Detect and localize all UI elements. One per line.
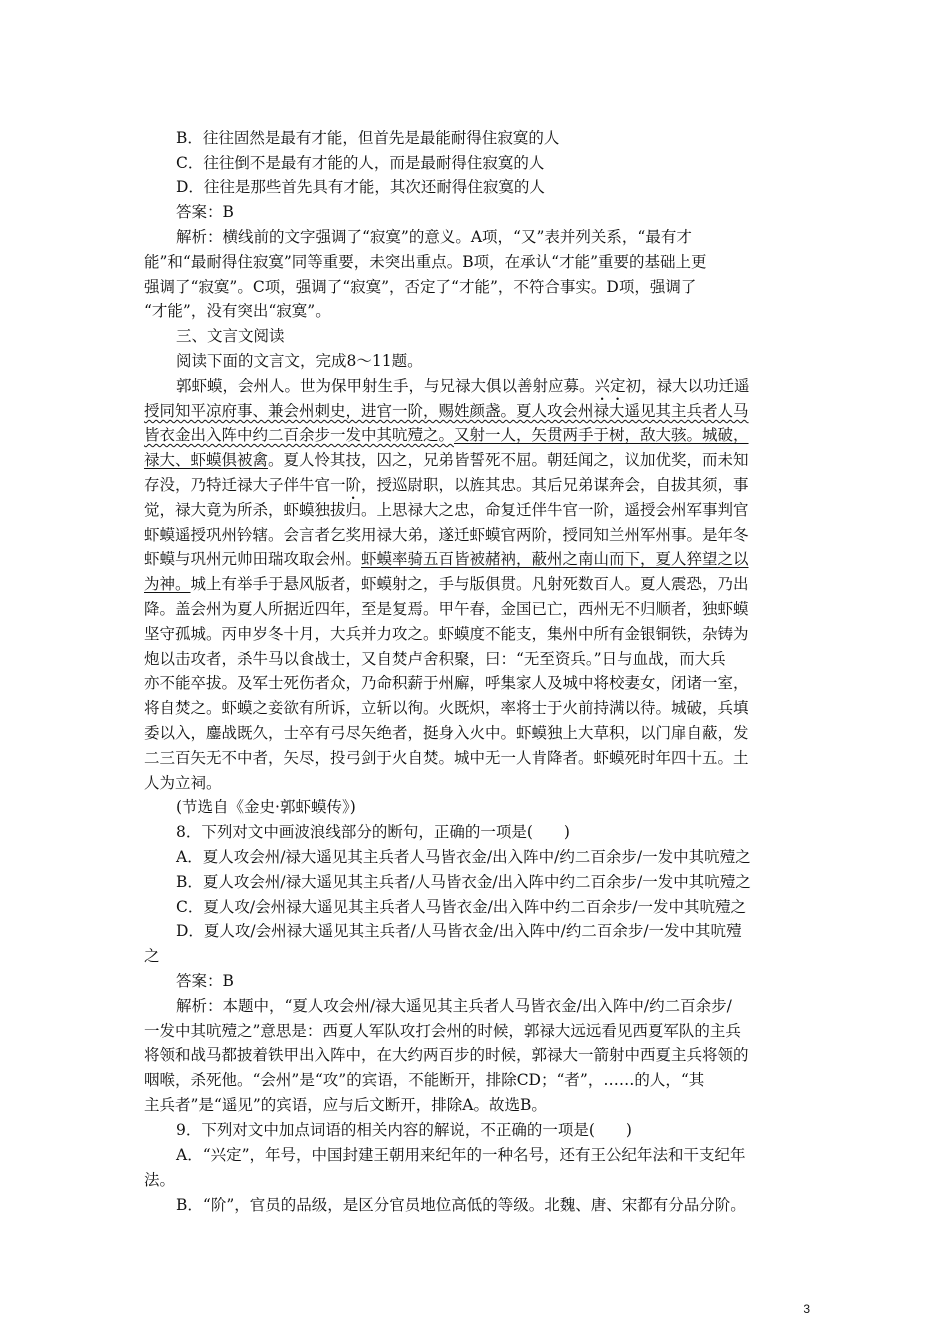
q8-analysis-line: 将领和战马都披着铁甲出入阵中，在大约两百步的时候，郭禄大一箭射中西夏主兵将领的 [144, 1046, 749, 1064]
passage-text: 初，禄大以功迁遥 [625, 377, 750, 395]
emphasis-term-xingding: 兴定 [594, 377, 626, 395]
passage-text: ，授巡尉职，以旌其忠。其后兄弟谋奔会，自拔其须，事 [361, 476, 749, 494]
passage-line: 炮以击攻者，杀牛马以食战士，又自焚卢舍积聚，曰：“无至资兵。”日与血战，而大兵 [144, 650, 726, 668]
q7-option-c: C．往往倒不是最有才能的人，而是最耐得住寂寞的人 [176, 154, 545, 172]
underlined-sentence: 禄大、虾蟆俱被禽 [144, 451, 269, 469]
q7-analysis-line: “才能”，没有突出“寂寞”。 [144, 302, 331, 320]
section-title: 三、文言文阅读 [176, 327, 285, 345]
passage-line: 二三百矢无不中者，矢尽，投弓剑于火自焚。城中无一人肯降者。虾蟆死时年四十五。土 [144, 749, 749, 767]
passage-text: 郭虾蟆，会州人。世为保甲射生手，与兄禄大俱以善射应募。 [176, 377, 595, 395]
passage-line [144, 450, 808, 470]
passage-line [144, 549, 808, 569]
q7-analysis-line: 解析：横线前的文字强调了“寂寞”的意义。A项，“又”表并列关系，“最有才 [176, 228, 692, 246]
q8-option-a: A．夏人攻会州/禄大遥见其主兵者人马皆衣金/出入阵中/约二百余步/一发中其吭殪之 [176, 848, 751, 866]
q9-option-a-continued: 法。 [144, 1171, 176, 1189]
passage-text: 城上有举手于悬风版者，虾蟆射之，手与版俱贯。凡射死数百人。夏人震恐，乃出 [190, 575, 749, 593]
page-number: 3 [803, 1302, 810, 1316]
q8-option-d-continued: 之 [144, 947, 160, 965]
passage-line: 觉，禄大竟为所杀，虾蟆独拔归。上思禄大之忠，命复迁伴牛官一阶，遥授会州军事判官 [144, 501, 749, 519]
q8-option-d: D．夏人攻/会州禄大遥见其主兵者/人马皆衣金/出入阵中/约二百余步/一发中其吭殪 [176, 922, 742, 940]
passage-line: 坚守孤城。丙申岁冬十月，大兵并力攻之。虾蟆度不能支，集州中所有金银铜铁，杂铸为 [144, 625, 749, 643]
passage-source: (节选自《金史·郭虾蟆传》) [176, 798, 356, 816]
q8-analysis-line: 主兵者”是“遥见”的宾语，应与后文断开，排除A。故选B。 [144, 1096, 547, 1114]
passage-line [144, 425, 808, 445]
underlined-sentence: 又射一人，矢贯两手于树，敌大骇。城破， [454, 426, 749, 444]
q7-option-d: D．往往是那些首先具有才能，其次还耐得住寂寞的人 [176, 178, 545, 196]
passage-line: 将自焚之。虾蟆之妾欲有所诉，立斩以徇。火既炽，率将士于火前持满以待。城破，兵填 [144, 699, 749, 717]
q7-analysis-line: 能”和“最耐得住寂寞”同等重要，未突出重点。B项，在承认“才能”重要的基础上更 [144, 253, 707, 271]
q8-analysis-line: 解析：本题中，“夏人攻会州/禄大遥见其主兵者人马皆衣金/出入阵中/约二百余步/ [176, 997, 732, 1015]
passage-text: 虾蟆与巩州元帅田瑞攻取会州。 [144, 550, 362, 568]
q8-stem: 8．下列对文中画波浪线部分的断句，正确的一项是( ) [176, 823, 570, 841]
passage-line: 亦不能卒拔。及军士死伤者众，乃命积薪于州廨，呼集家人及城中将校妻女，闭诸一室， [144, 674, 749, 692]
wavy-underlined-text: 授同知平凉府事、兼会州刺史，进官一阶，赐姓颜盏。夏人攻会州禄大遥见其主兵者人马 [144, 402, 749, 420]
passage-line [144, 574, 808, 594]
passage-line [144, 475, 808, 503]
q7-analysis-line: 强调了“寂寞”。C项，强调了“寂寞”，否定了“才能”，不符合事实。D项，强调了 [144, 278, 697, 296]
q7-answer: 答案：B [176, 203, 234, 221]
underlined-sentence: 为神。 [144, 575, 191, 593]
section-instruction: 阅读下面的文言文，完成8～11题。 [176, 352, 423, 370]
emphasis-term-jie: 阶 [345, 476, 362, 494]
q8-analysis-line: 咽喉，杀死他。“会州”是“攻”的宾语，不能断开，排除CD；“者”，……的人，“其 [144, 1071, 705, 1089]
q9-stem: 9．下列对文中加点词语的相关内容的解说，不正确的一项是( ) [176, 1121, 632, 1139]
underlined-sentence: 虾蟆率骑五百皆被赭衲，蔽州之南山而下，夏人猝望之以 [361, 550, 749, 568]
wavy-underlined-text: 皆衣金出入阵中约二百余步一发中其吭殪之。 [144, 426, 455, 444]
q8-analysis-line: 一发中其吭殪之”意思是：西夏人军队攻打会州的时候，郭禄大远远看见西夏军队的主兵 [144, 1022, 741, 1040]
passage-line [176, 376, 808, 404]
q8-option-c: C．夏人攻/会州禄大遥见其主兵者人马皆衣金/出入阵中约二百余步/一发中其吭殪之 [176, 898, 747, 916]
q8-option-b: B．夏人攻会州/禄大遥见其主兵者/人马皆衣金/出入阵中约二百余步/一发中其吭殪之 [176, 873, 751, 891]
passage-text: 存没，乃特迁禄大子伴牛官一 [144, 476, 346, 494]
q9-option-a: A．“兴定”，年号，中国封建王朝用来纪年的一种名号，还有王公纪年法和干支纪年 [176, 1146, 746, 1164]
passage-line: 降。盖会州为夏人所据近四年，至是复焉。甲午春，金国已亡，西州无不归顺者，独虾蟆 [144, 600, 749, 618]
q7-option-b: B．往往固然是最有才能，但首先是最能耐得住寂寞的人 [176, 129, 560, 147]
q9-option-b: B．“阶”，官员的品级，是区分官员地位高低的等级。北魏、唐、宋都有分品分阶。 [176, 1196, 746, 1214]
passage-text: 。夏人怜其技，囚之，兄弟皆誓死不屈。朝廷闻之，议加优奖，而未知 [268, 451, 749, 469]
passage-line [144, 401, 808, 421]
q8-answer: 答案：B [176, 972, 234, 990]
passage-line: 人为立祠。 [144, 774, 222, 792]
passage-line: 虾蟆遥授巩州钤辖。会言者乞奖用禄大弟，遂迁虾蟆官两阶，授同知兰州军州事。是年冬 [144, 526, 749, 544]
passage-line: 委以入，鏖战既久，士卒有弓尽矢绝者，挺身入火中。虾蟆独上大草积，以门扉自蔽，发 [144, 724, 749, 742]
